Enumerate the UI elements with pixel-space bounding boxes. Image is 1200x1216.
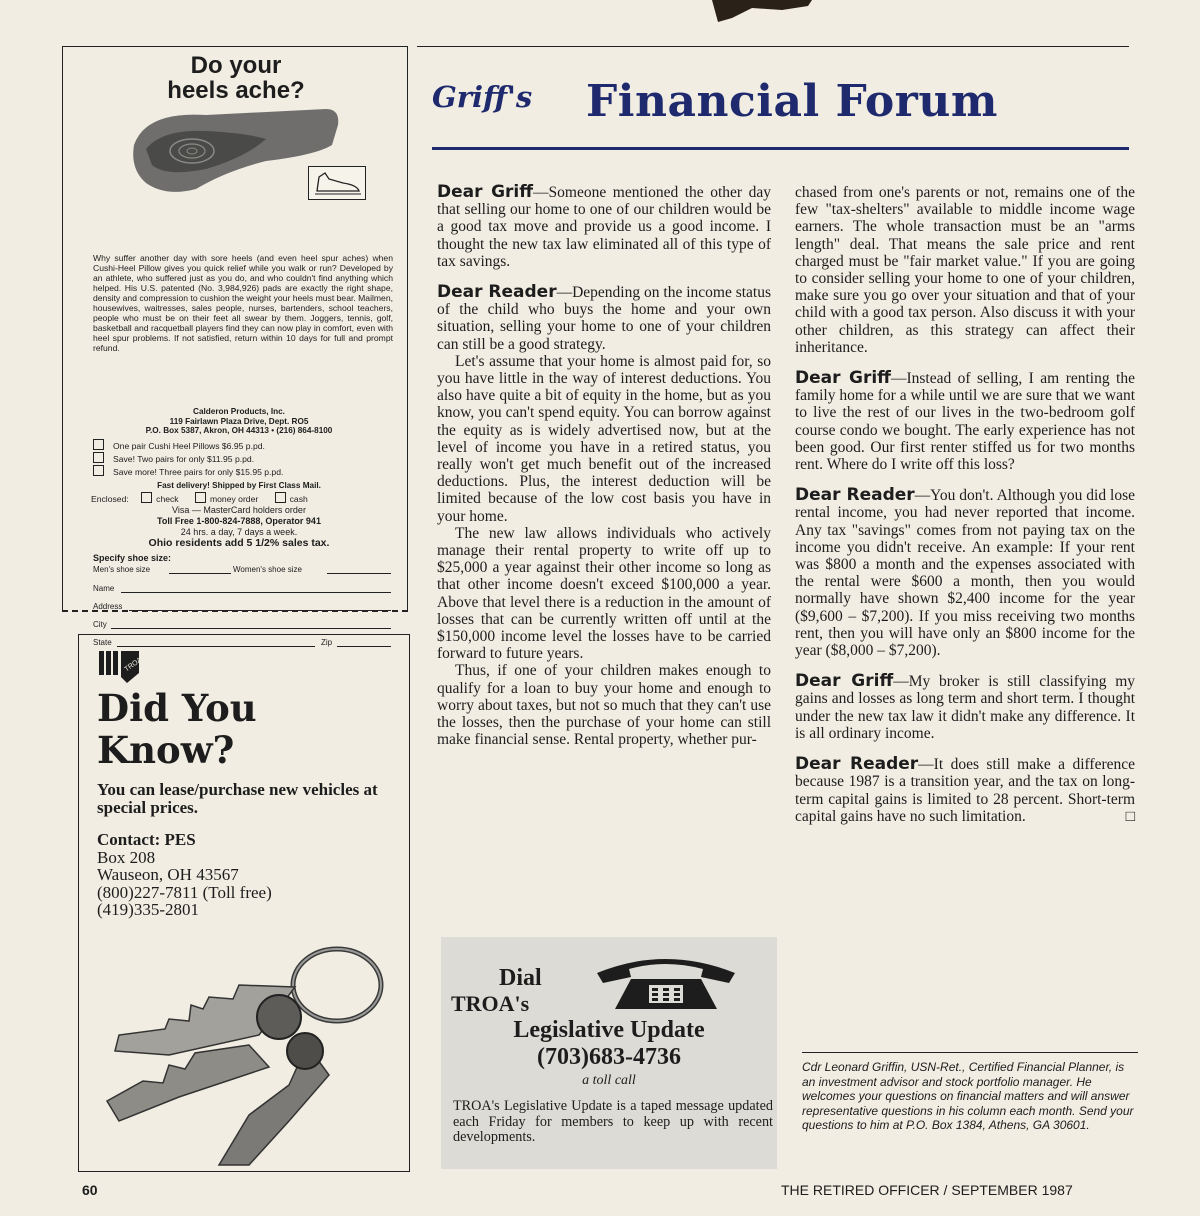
top-rule: [417, 46, 1129, 47]
troa-vehicle-ad: [78, 634, 410, 1172]
answer-1-para-4: Thus, if one of your children makes enough to qualify for a loan to buy your home and enough to worry about taxes, but not so much that they can't use the losses, then the purchase of your home can still make financial sense. Rental property, whether pur-: [437, 662, 771, 749]
option-two[interactable]: Save! Two pairs for only $11.95 p.pd.: [93, 452, 254, 464]
answer-1-continued: chased from one's parents or not, remains one of the few "tax-shelters" available to middle income wage earners. The whole transaction must be an "arms length" deal. That means the sale price and rent charged must be "fair market value." If you are going to consider selling your home to one of your children, make sure you go over your situation and that of your child with a good tax person. Also discuss it with your other children, as this strategy can affect their inheritance.: [795, 184, 1135, 356]
shoe-icon: [308, 166, 366, 200]
svg-text:TROA: TROA: [123, 656, 144, 674]
payment-row: Enclosed: check money order cash: [91, 494, 308, 504]
car-keys-image: [99, 925, 399, 1174]
womens-size-field[interactable]: [327, 573, 391, 574]
mens-size-label: Men's shoe size: [93, 565, 151, 574]
legislative-update-heading: Legislative Update (703)683-4736: [513, 1017, 705, 1070]
name-label: Name: [93, 584, 115, 593]
title-rule: [432, 147, 1129, 150]
checkbox-icon[interactable]: [275, 492, 286, 503]
address-label: Address: [93, 602, 123, 611]
publication-footer: THE RETIRED OFFICER / SEPTEMBER 1987: [781, 1182, 1073, 1198]
bio-rule: [802, 1052, 1138, 1053]
lease-text: You can lease/purchase new vehicles at special prices.: [97, 780, 378, 817]
heel-ad-body: Why suffer another day with sore heels (and even heel spur aches) when Cushi-Heel Pillow gives you quick relief while you walk or run? Developed by an athlete, who suffered just as you do, and who couldn't find anything which helped. His U.S. patented (No. 3,984,926) pads are exactly the right shape, density and compression to cushion the weight your heels must bear. Mailmen, housewives, waitresses, sales people, nurses, bartenders, school teachers, people who must be on their feet all swear by them. Joggers, tennis, golf, basketball and racquetball players find they can now play in comfort, even with heel spur problems. If not satisfied, return within 10 days for full and prompt refund.: [93, 253, 393, 353]
torn-corner: [712, 0, 812, 22]
telephone-icon: [591, 951, 741, 1020]
question-3: Dear Griff—My broker is still classifying my gains and losses as long term and short term. I thought under the new tax law it didn't make any difference. It is all ordinary income.: [795, 671, 1135, 742]
answer-1-para-2: Let's assume that your home is almost paid for, so you have little in the way of interest deductions. You also have quite a bit of equity in the home, but as you know, you can't spend equity. You can borrow against the equity as is widely advertised now, but at the level of income you have in a retired status, you really won't get much benefit out of the increased deductions. Plus, the interest deduction will be limited because of the low cost basis you have in your home.: [437, 352, 771, 525]
answer-2: Dear Reader—You don't. Although you did lose rental income, you had never reported that income. Any tax "savings" comes from not paying tax on the income you didn't receive. An example: If your rent was $800 a month and the expenses associated with the rental were $600 a month, then you would normally have shown $2,400 income for the year ($9,600 – $7,200). If you miss receiving two months rent, then you will have only an $800 income for the year ($8,000 – $7,200).: [795, 485, 1136, 660]
checkbox-icon[interactable]: [195, 492, 206, 503]
name-field[interactable]: [121, 592, 391, 593]
checkbox-icon[interactable]: [93, 439, 104, 450]
legislative-update-box: [441, 937, 777, 1169]
column-one: [437, 184, 771, 749]
financial-forum-title: Financial Forum: [586, 76, 998, 127]
answer-1-para-3: The new law allows individuals who actively manage their rental property to write off up to $25,000 a year against their other income so long as that other income doesn't exceed $100,000 a year. Above that level there is a reduction in the amount of losses that can be currently written off until at the $150,000 income level the losses have to be carried forward to future years.: [437, 524, 771, 663]
womens-size-label: Women's shoe size: [233, 565, 302, 574]
troas-label: TROA's: [451, 991, 530, 1016]
page-number: 60: [82, 1182, 98, 1198]
contact-block: Contact: PES Box 208 Wauseon, OH 43567 (800)227-7811 (Toll free) (419)335-2801: [97, 830, 272, 919]
griffs-script-title: Griff's: [432, 80, 533, 114]
city-label: City: [93, 620, 107, 629]
question-1: Dear Griff—Someone mentioned the other day that selling our home to one of our children would be a good tax move and provide us a good income. I thought the new tax law eliminated all of this type of tax savings.: [437, 182, 771, 270]
specify-label: Specify shoe size:: [93, 553, 172, 563]
answer-3: Dear Reader—It does still make a difference because 1987 is a transition year, and the tax on long-term capital gains is limited to 28 percent. Short-term capital gains have no such limitation. □: [795, 754, 1135, 825]
question-2: Dear Griff—Instead of selling, I am renting the family home for a while until we are sure that we want to live the rest of our lives in the two-bedroom golf course condo we bought. The early experience has not been good. Our first renter stiffed us for two months rent. Where do I write off this loss?: [795, 368, 1135, 474]
city-field[interactable]: [111, 628, 391, 629]
address-field[interactable]: [129, 610, 391, 611]
zip-label: Zip: [321, 638, 333, 647]
legislative-update-text: TROA's Legislative Update is a taped message updated each Friday for members to keep up with recent developments.: [453, 1098, 773, 1146]
did-you-know-heading: Did You Know?: [97, 686, 257, 772]
phone-order-info: Visa — MasterCard holders order Toll Free 1-800-824-7888, Operator 941 24 hrs. a day, 7 days a week. Ohio residents add 5 1/2% sales tax.: [148, 505, 330, 549]
heel-ad-headline: Do your heels ache?: [167, 52, 305, 104]
mens-size-field[interactable]: [169, 573, 231, 574]
toll-call-note: a toll call: [582, 1073, 636, 1088]
checkbox-icon[interactable]: [141, 492, 152, 503]
order-info: Fast delivery! Shipped by First Class Mail.: [157, 481, 321, 490]
dial-label: Dial: [499, 965, 542, 991]
checkbox-icon[interactable]: [93, 465, 104, 476]
column-two: [795, 184, 1135, 839]
answer-1: Dear Reader—Depending on the income status of the child who buys the home and your own situation, selling your home to one of your children can still be a good strategy.: [437, 282, 772, 353]
end-mark: □: [1125, 807, 1135, 825]
author-bio: Cdr Leonard Griffin, USN-Ret., Certified Financial Planner, is an investment advisor and stock portfolio manager. He welcomes your questions on financial matters and will answer representative questions in his column each month. Send your questions to him at P.O. Box 1384, Athens, GA 30601.: [802, 1060, 1134, 1133]
state-label: State: [93, 638, 112, 647]
checkbox-icon[interactable]: [93, 452, 104, 463]
option-one[interactable]: One pair Cushi Heel Pillows $6.95 p.pd.: [93, 439, 265, 451]
troa-logo: [97, 647, 144, 690]
option-three[interactable]: Save more! Three pairs for only $15.95 p.pd.: [93, 465, 283, 477]
company-address: Calderon Products, Inc. 119 Fairlawn Plaza Drive, Dept. RO5 P.O. Box 5387, Akron, OH 44313 • (216) 864-8100: [145, 407, 333, 435]
